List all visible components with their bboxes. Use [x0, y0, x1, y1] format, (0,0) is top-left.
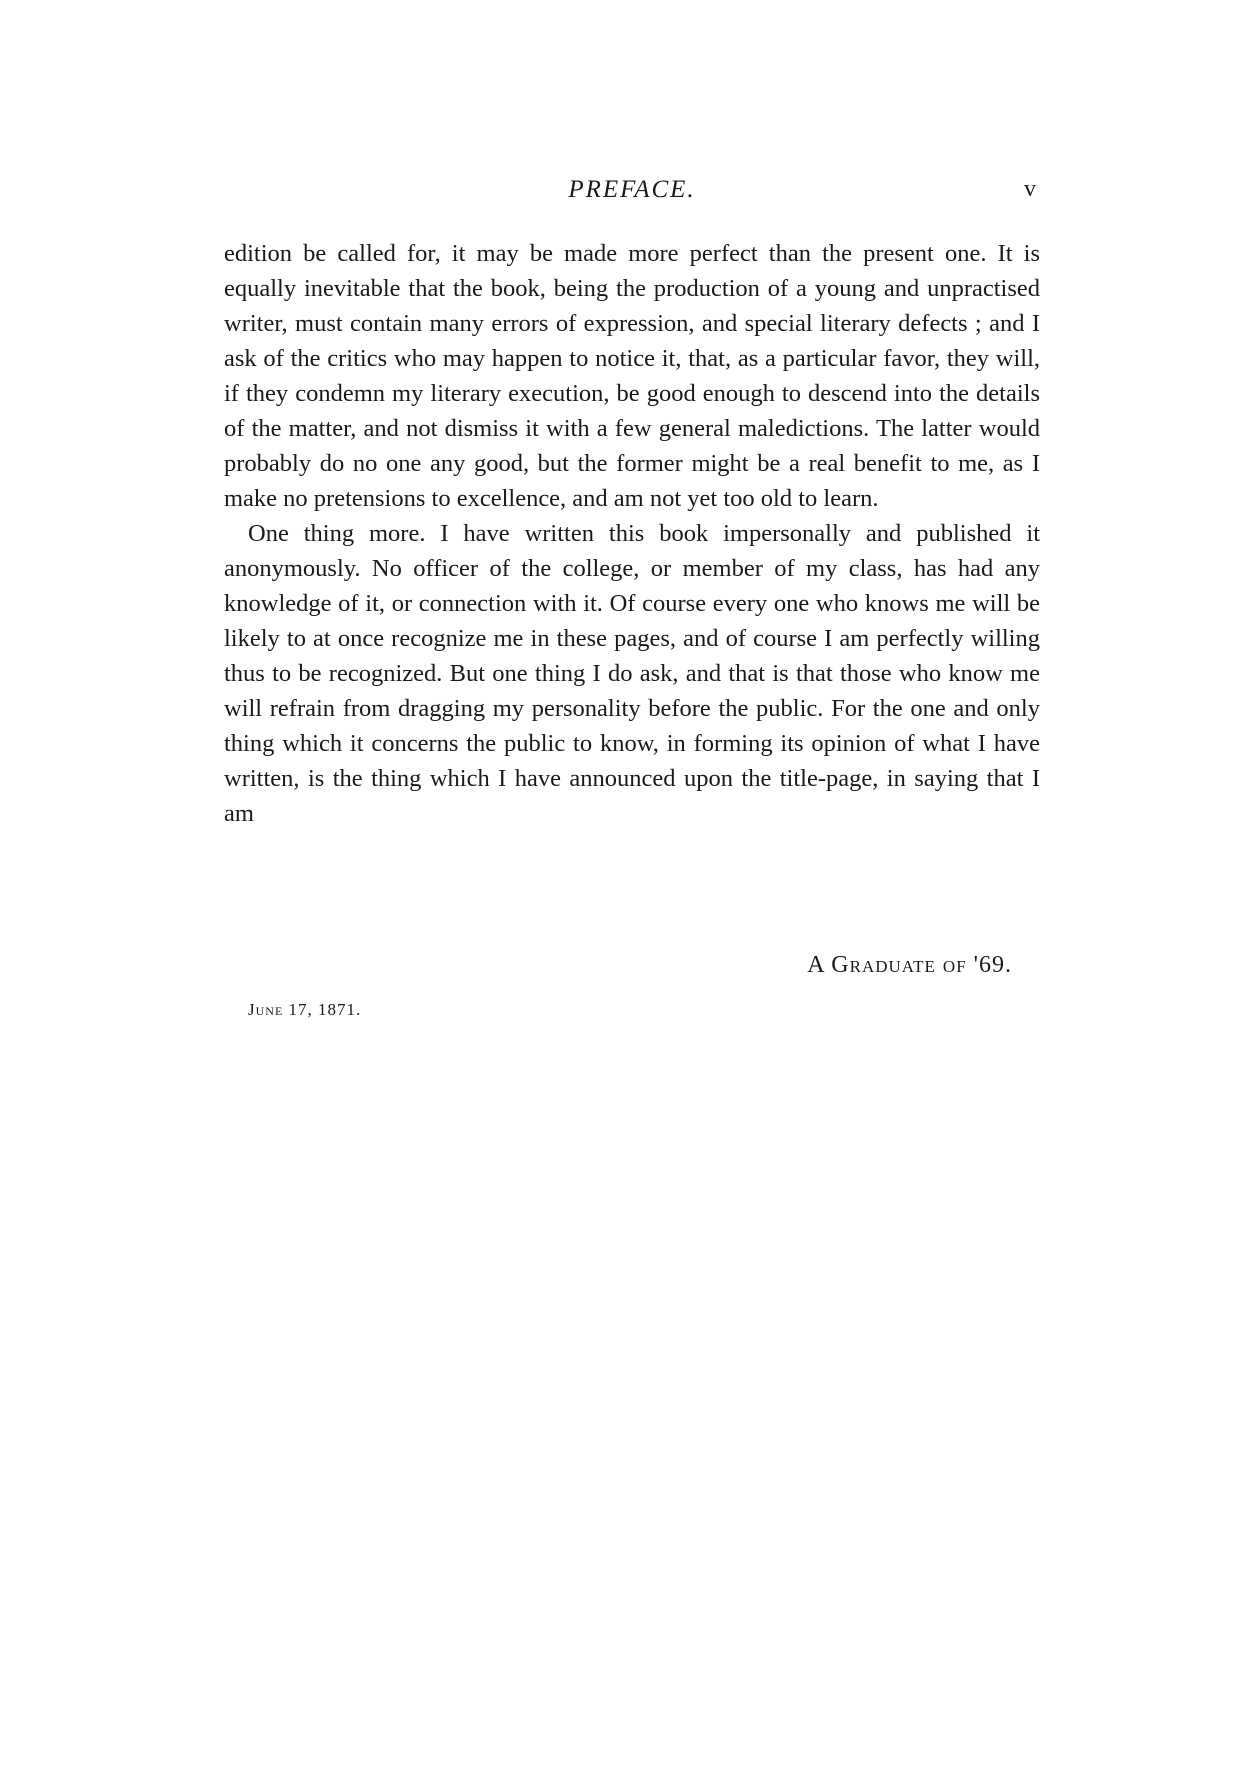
running-title: PREFACE. — [568, 176, 696, 203]
paragraph-1: edition be called for, it may be made more perfect than the present one. It is equally inevitable that the book, being the production of a young and unpractised writer, must contain many errors of expression, and special literary defects ; and I ask of the critics who may happen to notice it, that, as a particular favor, they will, if they condemn my literary execution, be good enough to descend into the details of the matter, and not dismiss it with a few general maledictions. The latter would probably do no one any good, but the former might be a real benefit to me, as I make no pretensions to excellence, and am not yet too old to learn. — [224, 240, 1040, 512]
author-signature: A Graduate of '69. — [807, 952, 1012, 978]
page-number: v — [1024, 176, 1036, 202]
body-text — [224, 236, 1040, 831]
paragraph-2: One thing more. I have written this book impersonally and published it anonymously. No officer of the college, or member of my class, has had any knowledge of it, or connection with it. Of course every one who knows me will be likely to at once recognize me in these pages, and of course I am perfectly willing thus to be recognized. But one thing I do ask, and that is that those who know me will refrain from dragging my personality before the public. For the one and only thing which it concerns the public to know, in forming its opinion of what I have written, is the thing which I have announced upon the title-page, in saying that I am — [224, 520, 1040, 827]
running-head — [224, 176, 1040, 216]
dateline: June 17, 1871. — [248, 1000, 362, 1019]
